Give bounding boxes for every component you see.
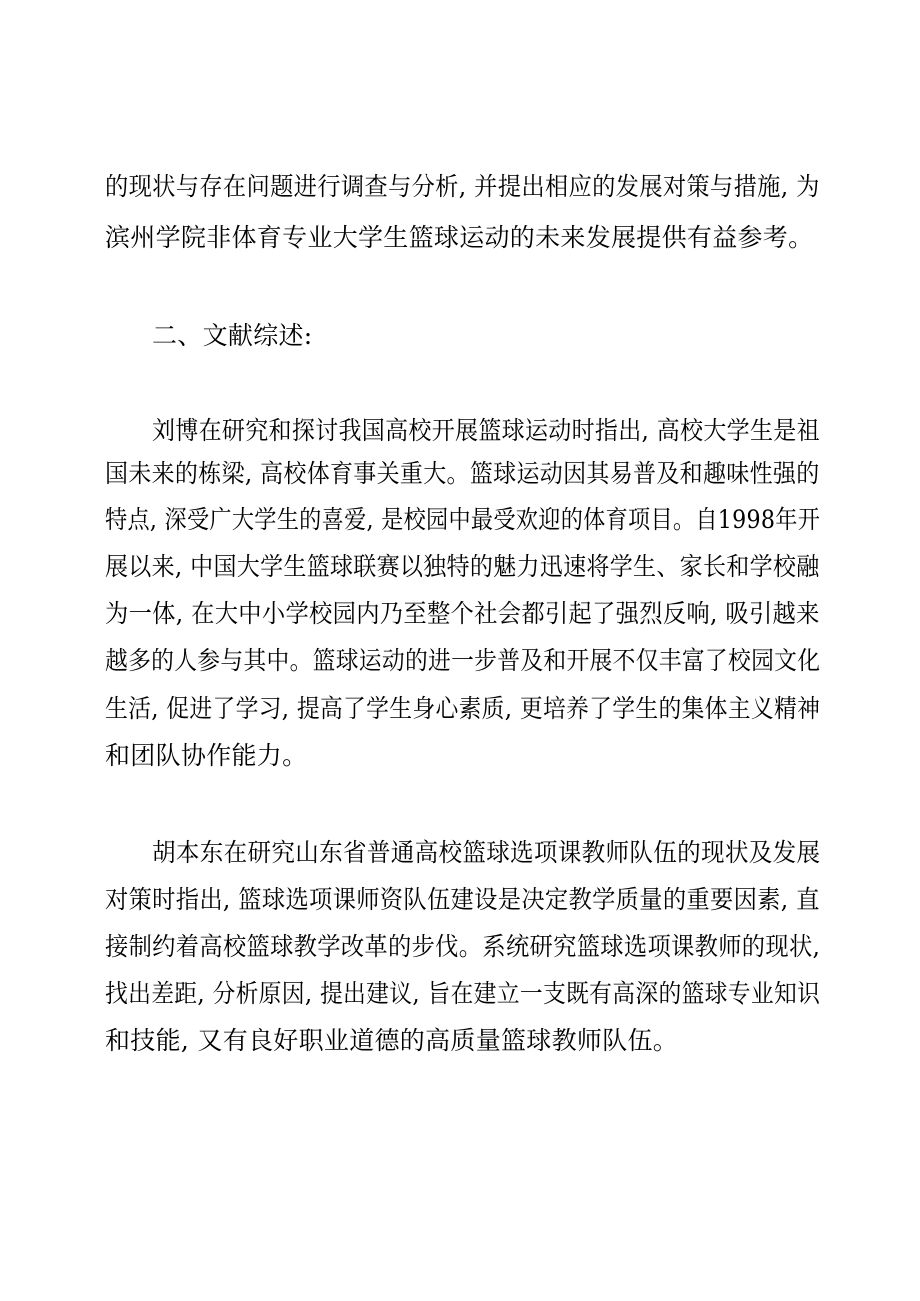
paragraph2-line-4: 找出差距, 分析原因, 提出建议, 旨在建立一支既有高深的篮球专业知识 (105, 979, 821, 1008)
intro-line-2: 滨州学院非体育专业大学生篮球运动的未来发展提供有益参考。 (105, 223, 814, 252)
paragraph1-line-5: 为一体, 在大中小学校园内乃至整个社会都引起了强烈反响, 吸引越来 (105, 599, 820, 628)
paragraph1-line-3: 特点, 深受广大学生的喜爱, 是校园中最受欢迎的体育项目。自1998年开 (105, 505, 821, 534)
paragraph2-line-3: 接制约着高校篮球教学改革的步伐。系统研究篮球选项课教师的现状, (105, 932, 821, 961)
intro-line-1: 的现状与存在问题进行调查与分析, 并提出相应的发展对策与措施, 为 (105, 172, 820, 201)
paragraph1-line-7: 生活, 促进了学习, 提高了学生身心素质, 更培养了学生的集体主义精神 (105, 694, 821, 723)
paragraph1-line-1: 刘博在研究和探讨我国高校开展篮球运动时指出, 高校大学生是祖 (152, 416, 820, 445)
paragraph1-line-2: 国未来的栋梁, 高校体育事关重大。篮球运动因其易普及和趣味性强的 (105, 459, 820, 488)
paragraph1-line-4: 展以来, 中国大学生篮球联赛以独特的魅力迅速将学生、家长和学校融 (105, 552, 820, 581)
paragraph1-line-6: 越多的人参与其中。篮球运动的进一步普及和开展不仅丰富了校园文化 (105, 646, 821, 675)
paragraph2-line-1: 胡本东在研究山东省普通高校篮球选项课教师队伍的现状及发展 (152, 838, 821, 867)
paragraph1-line-8: 和团队协作能力。 (105, 741, 308, 770)
paragraph2-line-5: 和技能, 又有良好职业道德的高质量篮球教师队伍。 (105, 1026, 679, 1055)
paragraph2-line-2: 对策时指出, 篮球选项课师资队伍建设是决定教学质量的重要因素, 直 (105, 885, 820, 914)
section-heading: 二、文献综述: (152, 321, 313, 350)
